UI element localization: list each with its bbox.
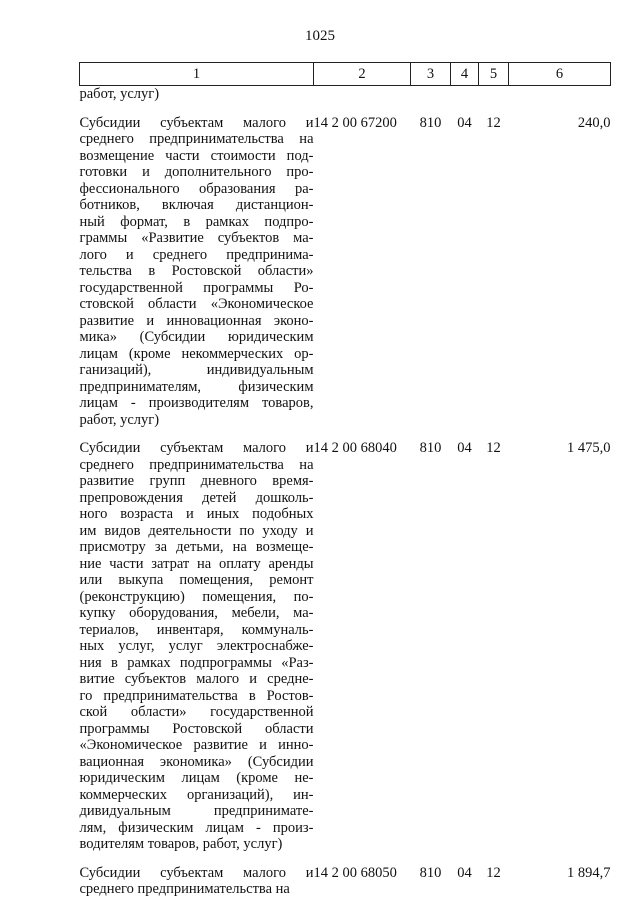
row-subsection: 12 [486,114,501,131]
description-line: ного возраста и иных подобных [79,506,314,522]
description-line: дивидуальным предпринимате- [79,803,314,819]
description-line: (реконструкцию) помещения, по- [79,588,314,605]
description-line: купку оборудования, мебели, ма- [79,605,314,621]
header-col-1: 1 [80,63,314,86]
description-line: развитие групп дневного время- [79,473,314,489]
row-description [80,865,314,910]
row-amount: 240,0 [577,114,611,131]
header-col-2: 2 [314,63,411,86]
description-line: лицам (кроме некоммерческих ор- [79,345,314,362]
row-expense-type: 810 [419,440,442,456]
description-line: государственной программы Ро- [79,279,314,296]
description-line: развитие и инновационная эконо- [79,312,314,329]
description-line: ных услуг, услуг электроснабже- [79,638,314,654]
description-line: или выкупа помещения, ремонт [79,572,314,588]
description-line: лям, физическим лицам - произ- [79,819,314,836]
continuation-text: работ, услуг) [79,86,160,102]
description-line: ный формат, в рамках подпро- [79,213,314,230]
description-line: возмещение части стоимости под- [79,147,314,164]
description-line: вационная экономика» (Субсидии [79,753,314,770]
description-line: лого и среднего предпринима- [79,246,314,263]
row-description [80,440,314,865]
description-line: программы Ростовской области [79,720,314,737]
description-line: териалов, инвентаря, коммуналь- [79,621,314,638]
row-subsection: 12 [486,440,501,456]
page-number: 1025 [305,28,335,44]
description-line: среднего предпринимательства на [79,881,290,897]
table-row [80,115,611,441]
description-line: «Экономическое развитие и инно- [79,737,314,753]
row-expense-type: 810 [419,864,442,881]
row-target-code: 14 2 00 68040 [313,440,397,456]
description-line: тельства в Ростовской области» [79,263,314,279]
row-expense-type: 810 [419,114,442,131]
row-section: 04 [457,114,472,131]
description-line: коммерческих организаций), ин- [79,786,314,803]
description-line: стовской области «Экономическое [79,296,314,312]
description-line: присмотру за детьми, на возмеще- [79,539,314,555]
description-line: Субсидии субъектам малого и [79,440,314,456]
description-line: граммы «Развитие субъектов ма- [79,230,314,246]
table-row [80,865,611,910]
description-line: им видов деятельности по уходу и [79,522,314,539]
header-col-5: 5 [479,63,509,86]
description-line: готовки и дополнительного про- [79,164,314,180]
description-line: витие субъектов малого и средне- [79,671,314,687]
description-line: препровождения детей дошколь- [79,489,314,506]
description-line: ской области» государственной [79,704,314,720]
description-line: юридическим лицам (кроме не- [79,770,314,786]
row-target-code: 14 2 00 67200 [313,114,397,131]
description-line: водителям товаров, работ, услуг) [79,836,283,852]
description-line: Субсидии субъектам малого и [79,114,314,131]
row-description [80,115,314,441]
row-amount: 1 475,0 [567,440,611,456]
header-col-3: 3 [411,63,451,86]
header-col-4: 4 [451,63,479,86]
budget-table [79,62,611,910]
header-row [80,63,611,86]
row-amount: 1 894,7 [567,864,611,881]
description-line: предпринимателям, физическим [79,378,314,395]
description-line: го предпринимательства в Ростов- [79,687,314,704]
row-subsection: 12 [486,864,501,881]
description-line: лицам - производителям товаров, [79,395,314,411]
description-line: работ, услуг) [79,411,160,428]
table-row [80,440,611,865]
description-line: фессионального образования ра- [79,180,314,197]
description-line: ганизаций), индивидуальным [79,362,314,378]
continuation-row [80,86,611,115]
row-target-code: 14 2 00 68050 [313,864,397,881]
description-line: ние части затрат на оплату аренды [79,555,314,572]
description-line: Субсидии субъектам малого и [79,864,314,881]
description-line: среднего предпринимательства на [79,131,314,147]
description-line: среднего предпринимательства на [79,456,314,473]
row-section: 04 [457,440,472,456]
description-line: ботников, включая дистанцион- [79,197,314,213]
row-section: 04 [457,864,472,881]
header-col-6: 6 [509,63,611,86]
description-line: ния в рамках подпрограммы «Раз- [79,654,314,671]
description-line: мика» (Субсидии юридическим [79,329,314,345]
